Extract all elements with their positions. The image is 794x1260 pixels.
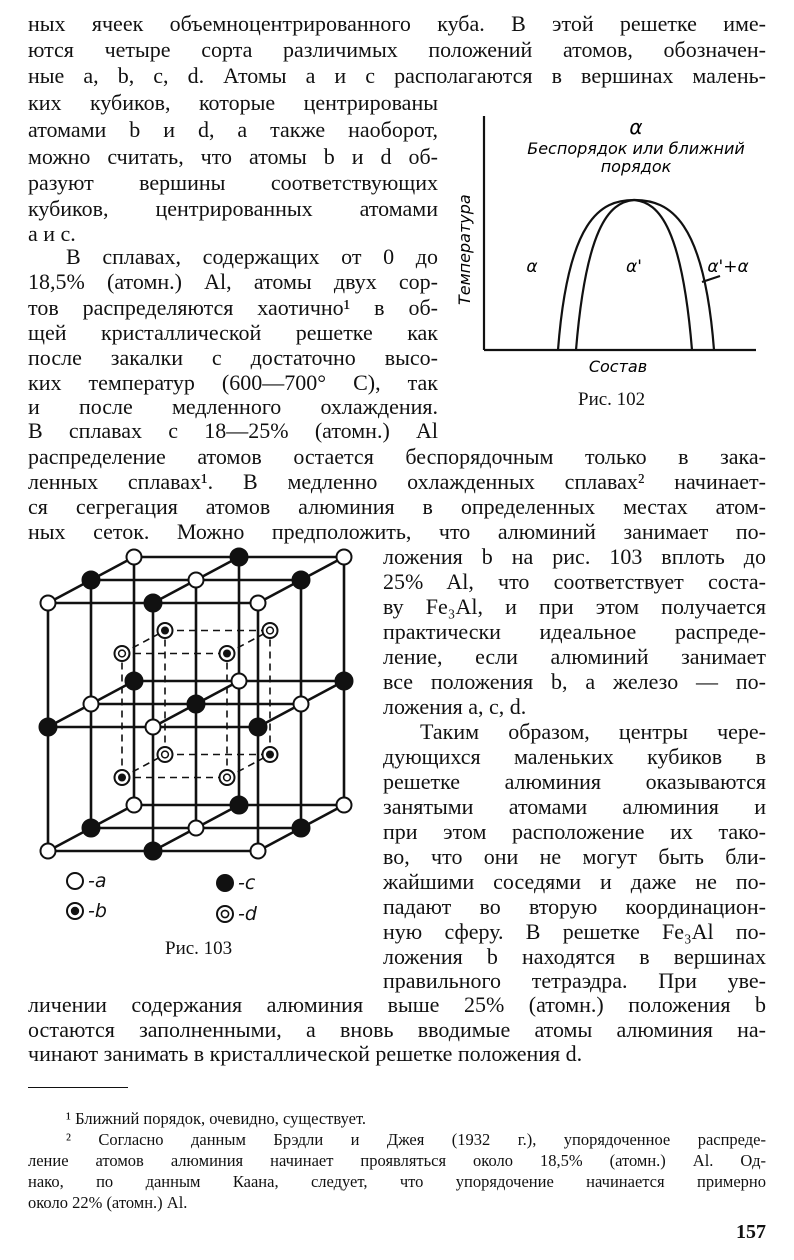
text-line: распределение атомов остается беспорядочным только в зака- xyxy=(28,444,766,469)
fig102-caption: Рис. 102 xyxy=(578,389,646,410)
fig102-top-label-2: порядок xyxy=(600,157,672,176)
fig102-y-axis-label: Температура xyxy=(455,194,474,305)
atom-a-marker xyxy=(337,798,352,813)
footnote-2-line: нако, по данным Каана, следует, что упорядочение начинается примерно xyxy=(28,1172,766,1191)
atom-d-core xyxy=(162,751,169,758)
atom-a-marker xyxy=(251,844,266,859)
text-line: 18,5% (атомн.) Al, атомы двух сор- xyxy=(28,269,438,294)
atom-b-core xyxy=(161,627,169,635)
legend-d-label: -d xyxy=(238,903,257,925)
fig102-region-alpha-prime: α' xyxy=(626,257,642,277)
atom-c-marker xyxy=(336,673,353,690)
atom-c-marker xyxy=(231,797,248,814)
text-line: тов распределяются хаотично¹ в об- xyxy=(28,295,438,320)
atom-c-marker xyxy=(250,719,267,736)
text-line: занятыми атомами алюминия и xyxy=(383,794,766,819)
atom-c-marker xyxy=(145,595,162,612)
text-line: ких кубиков, которые центрированы xyxy=(28,90,438,115)
text-line: чинают занимать в кристаллической решетке положения d. xyxy=(28,1041,583,1066)
figure-102 xyxy=(450,110,770,410)
footnote-2: ² Согласно данным Брэдли и Джея (1932 г.), упорядоченное распреде- xyxy=(66,1130,766,1149)
atom-c-marker xyxy=(293,572,310,589)
fig102-region-alpha: α xyxy=(526,257,538,277)
text-line: все положения b, а железо — по- xyxy=(383,669,766,694)
fig103-caption: Рис. 103 xyxy=(165,938,233,959)
text-line: ную сферу. В решетке Fe₃Al по- xyxy=(383,919,766,944)
text-line: личении содержания алюминия выше 25% (атомн.) положения b xyxy=(28,992,766,1017)
text-line: ных ячеек объемноцентрированного куба. В этой решетке име- xyxy=(28,11,766,36)
atom-b-core xyxy=(266,751,274,759)
atom-a-marker xyxy=(294,697,309,712)
text-line: ные a, b, c, d. Атомы a и c располагаются в вершинах малень- xyxy=(28,63,766,88)
text-line: ся сегрегация атомов алюминия в определенных местах атом- xyxy=(28,494,766,519)
atom-c-marker xyxy=(40,719,57,736)
atom-a-marker xyxy=(127,798,142,813)
fig102-top-label: Беспорядок или ближний xyxy=(527,139,745,158)
text-line: ву Fe₃Al, и при этом получается xyxy=(383,594,766,619)
legend-c-marker xyxy=(212,870,238,896)
text-line: В сплавах с 18—25% (атомн.) Al xyxy=(28,418,438,443)
atom-d-core xyxy=(224,774,231,781)
page-number: 157 xyxy=(736,1221,766,1243)
text-line: правильного тетраэдра. При уве- xyxy=(383,968,766,993)
fig102-x-axis-label: Состав xyxy=(588,357,648,376)
legend-b-marker xyxy=(62,898,88,924)
text-line: ложения b на рис. 103 вплоть до xyxy=(383,544,766,569)
text-line: при этом расположение их тако- xyxy=(383,819,766,844)
legend-b-label: -b xyxy=(88,900,107,922)
legend-a-label: -a xyxy=(88,870,107,892)
footnote-2-line: около 22% (атомн.) Al. xyxy=(28,1193,188,1212)
atom-d-core xyxy=(119,650,126,657)
atom-d-core xyxy=(267,627,274,634)
text-line: и после медленного охлаждения. xyxy=(28,394,438,419)
text-line: щей кристаллической решетке как xyxy=(28,320,438,345)
text-line: ложения a, c, d. xyxy=(383,694,527,719)
legend-c-label: -c xyxy=(238,872,256,894)
text-line: после закалки с достаточно высо- xyxy=(28,345,438,370)
text-line: Таким образом, центры чере- xyxy=(420,719,766,744)
atom-c-marker xyxy=(83,572,100,589)
atom-c-marker xyxy=(126,673,143,690)
text-line: можно считать, что атомы b и d об- xyxy=(28,144,438,169)
text-line: ленных сплавах¹. В медленно охлажденных сплавах² начинает- xyxy=(28,469,766,494)
atom-a-marker xyxy=(146,720,161,735)
atom-b-core xyxy=(223,650,231,658)
text-line: разуют вершины соответствующих xyxy=(28,170,438,195)
atom-a-marker xyxy=(127,550,142,565)
text-line: практически идеальное распреде- xyxy=(383,619,766,644)
text-line: ких температур (600—700° C), так xyxy=(28,370,438,395)
atom-a-marker xyxy=(84,697,99,712)
atom-a-marker xyxy=(41,844,56,859)
text-line: дующихся маленьких кубиков в xyxy=(383,744,766,769)
fig102-region-mixed: α'+α xyxy=(707,257,749,277)
text-line: 25% Al, что соответствует соста- xyxy=(383,569,766,594)
text-line: решетке алюминия оказываются xyxy=(383,769,766,794)
atom-c-marker xyxy=(293,820,310,837)
footnote-1: ¹ Ближний порядок, очевидно, существует. xyxy=(66,1109,367,1128)
text-line: жайшими соседями и даже не по- xyxy=(383,869,766,894)
atom-c-marker xyxy=(145,843,162,860)
atom-a-marker xyxy=(232,674,247,689)
text-line: ных сеток. Можно предположить, что алюминий занимает по- xyxy=(28,519,766,544)
text-line: во, что они не могут быть бли- xyxy=(383,844,766,869)
text-line: В сплавах, содержащих от 0 до xyxy=(66,244,438,269)
text-line: остаются заполненными, а вновь вводимые атомы алюминия на- xyxy=(28,1017,766,1042)
text-line: атомами b и d, а также наоборот, xyxy=(28,117,438,142)
text-line: кубиков, центрированных атомами xyxy=(28,196,438,221)
atom-c-marker xyxy=(231,549,248,566)
atom-c-marker xyxy=(83,820,100,837)
text-line: ление, если алюминий занимает xyxy=(383,644,766,669)
text-line: ются четыре сорта различимых положений атомов, обозначен- xyxy=(28,37,766,62)
text-line: ложения b находятся в вершинах xyxy=(383,944,766,969)
atom-a-marker xyxy=(189,821,204,836)
atom-c-marker xyxy=(188,696,205,713)
text-line: падают во вторую координацион- xyxy=(383,894,766,919)
atom-a-marker xyxy=(189,573,204,588)
footnote-divider xyxy=(28,1087,128,1088)
atom-b-core xyxy=(118,774,126,782)
fig102-alpha-label: α xyxy=(629,115,643,139)
atom-a-marker xyxy=(41,596,56,611)
legend-a-marker xyxy=(62,868,88,894)
atom-a-marker xyxy=(337,550,352,565)
atom-a-marker xyxy=(251,596,266,611)
footnote-2-line: ление атомов алюминия начинает проявляться около 18,5% (атомн.) Al. Од- xyxy=(28,1151,766,1170)
legend-d-marker xyxy=(212,901,238,927)
text-line: a и c. xyxy=(28,221,76,246)
